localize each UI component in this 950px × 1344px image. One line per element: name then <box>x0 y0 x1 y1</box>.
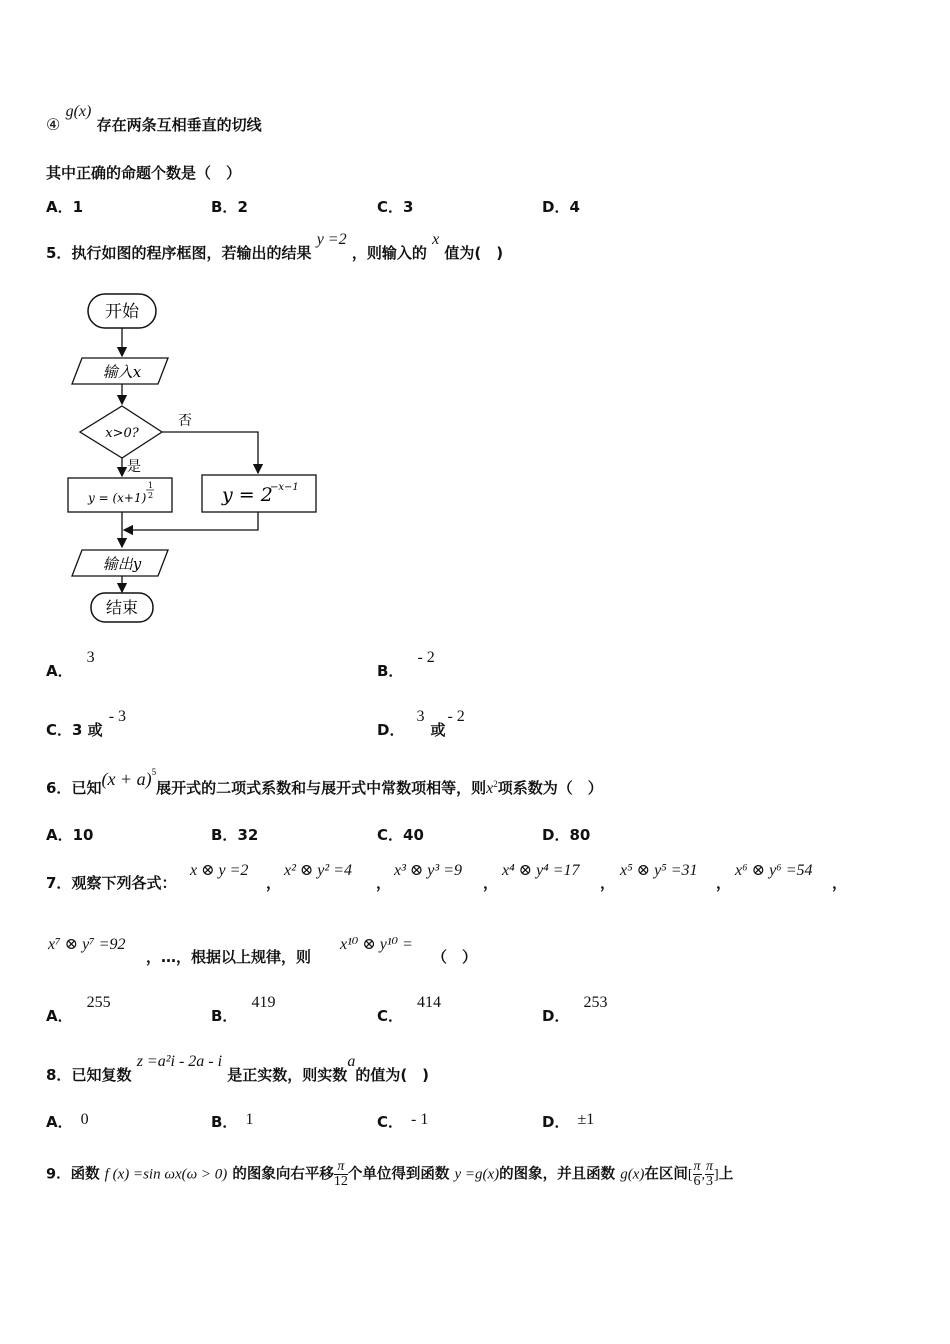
q9-shift-fraction: $\frac{\pi}{12}$ <box>333 1159 348 1189</box>
q7-eq-10: x¹⁰ ⊗ y¹⁰ = <box>340 936 413 953</box>
flow-yes-label: 是 <box>127 459 141 475</box>
q7-eq-6: x⁶ ⊗ y⁶ =54 <box>735 862 813 879</box>
flow-no-expr: y = 2 <box>222 484 273 506</box>
q8-option-d: D． ±1 <box>542 1111 595 1131</box>
q7-stem-line1: 7．观察下列各式： <box>46 874 177 892</box>
q6-option-a: A．10 <box>46 826 94 844</box>
q9-stem: 9．函数 f (x) =sin ωx(ω > 0) 的图象向右平移 $\frac{\pi}{12}$ 个单位得到函数 y =g(x)的图象，并且函数 g(x)在区间[ $\frac{\pi}{6}$ , $\frac{\pi}{3}$ ]上 <box>46 1159 734 1189</box>
flow-output-text: 输出y <box>102 555 142 573</box>
q7-eq-2: x² ⊗ y² =4 <box>284 862 352 879</box>
q7-option-d: D．253 <box>542 994 608 1025</box>
q7-eq-1: x ⊗ y =2 <box>190 862 249 879</box>
flow-input-text: 输入x <box>102 363 142 381</box>
q6-stem: 6．已知$(x + a)^5$展开式的二项式系数和与展开式中常数项相等，则$x^2$项系数为（ ） <box>46 767 603 797</box>
q6-option-c: C．40 <box>377 826 424 844</box>
q6-option-b: B．32 <box>211 826 259 844</box>
flowchart <box>60 290 330 630</box>
q5-option-b: B．- 2 <box>377 649 435 680</box>
q7-option-b: B．419 <box>211 994 276 1025</box>
q8-option-b: B． 1 <box>211 1111 254 1131</box>
q9-interval-start: $\frac{\pi}{6}$ <box>693 1159 701 1189</box>
q7-eq-5: x⁵ ⊗ y⁵ =31 <box>620 862 698 879</box>
q4-option-d: D．4 <box>542 198 580 216</box>
q5-option-a: A．3 <box>46 649 95 680</box>
q5-option-d: D．3或- 2 <box>377 708 465 739</box>
q6-option-d: D．80 <box>542 826 591 844</box>
q7-eq-3: x³ ⊗ y³ =9 <box>394 862 462 879</box>
flow-no-label: 否 <box>178 413 192 429</box>
flow-start-text: 开始 <box>105 302 139 322</box>
q4-prompt: 其中正确的命题个数是（ ） <box>46 164 242 182</box>
flow-no-exp: −x−1 <box>270 482 299 493</box>
q8-stem: 8．已知复数 z =a²i - 2a - i 是正实数，则实数a的值为( ) <box>46 1053 430 1084</box>
q7-option-a: A．255 <box>46 994 111 1025</box>
q5-stem: 5．执行如图的程序框图，若输出的结果 y =2 ，则输入的 x 值为( ) <box>46 231 504 262</box>
q8-option-c: C． - 1 <box>377 1111 429 1131</box>
q7-option-c: C．414 <box>377 994 442 1025</box>
math-gx: g(x) <box>65 103 92 120</box>
q7-eq-4: x⁴ ⊗ y⁴ =17 <box>502 862 580 879</box>
q8-option-a: A． 0 <box>46 1111 89 1131</box>
q7-stem-line2: ，…，根据以上规律，则 <box>146 948 312 966</box>
q4-option-a: A．1 <box>46 198 84 216</box>
q7-eq-7: x⁷ ⊗ y⁷ =92 <box>48 936 126 953</box>
flow-yes-expr: y = (x+1) <box>88 491 147 505</box>
flow-decision-text: x>0? <box>105 426 139 441</box>
q4-option-b: B．2 <box>211 198 248 216</box>
q9-interval-end: $\frac{\pi}{3}$ <box>706 1159 714 1189</box>
q4-item4: ④ g(x) 存在两条互相垂直的切线 <box>46 103 262 134</box>
flow-yes-exp-den: 2 <box>148 491 154 500</box>
q4-option-c: C．3 <box>377 198 414 216</box>
flow-yes-exp-num: 1 <box>148 481 154 490</box>
flow-end-text: 结束 <box>105 598 139 617</box>
q5-option-c: C．3 或- 3 <box>46 708 127 739</box>
